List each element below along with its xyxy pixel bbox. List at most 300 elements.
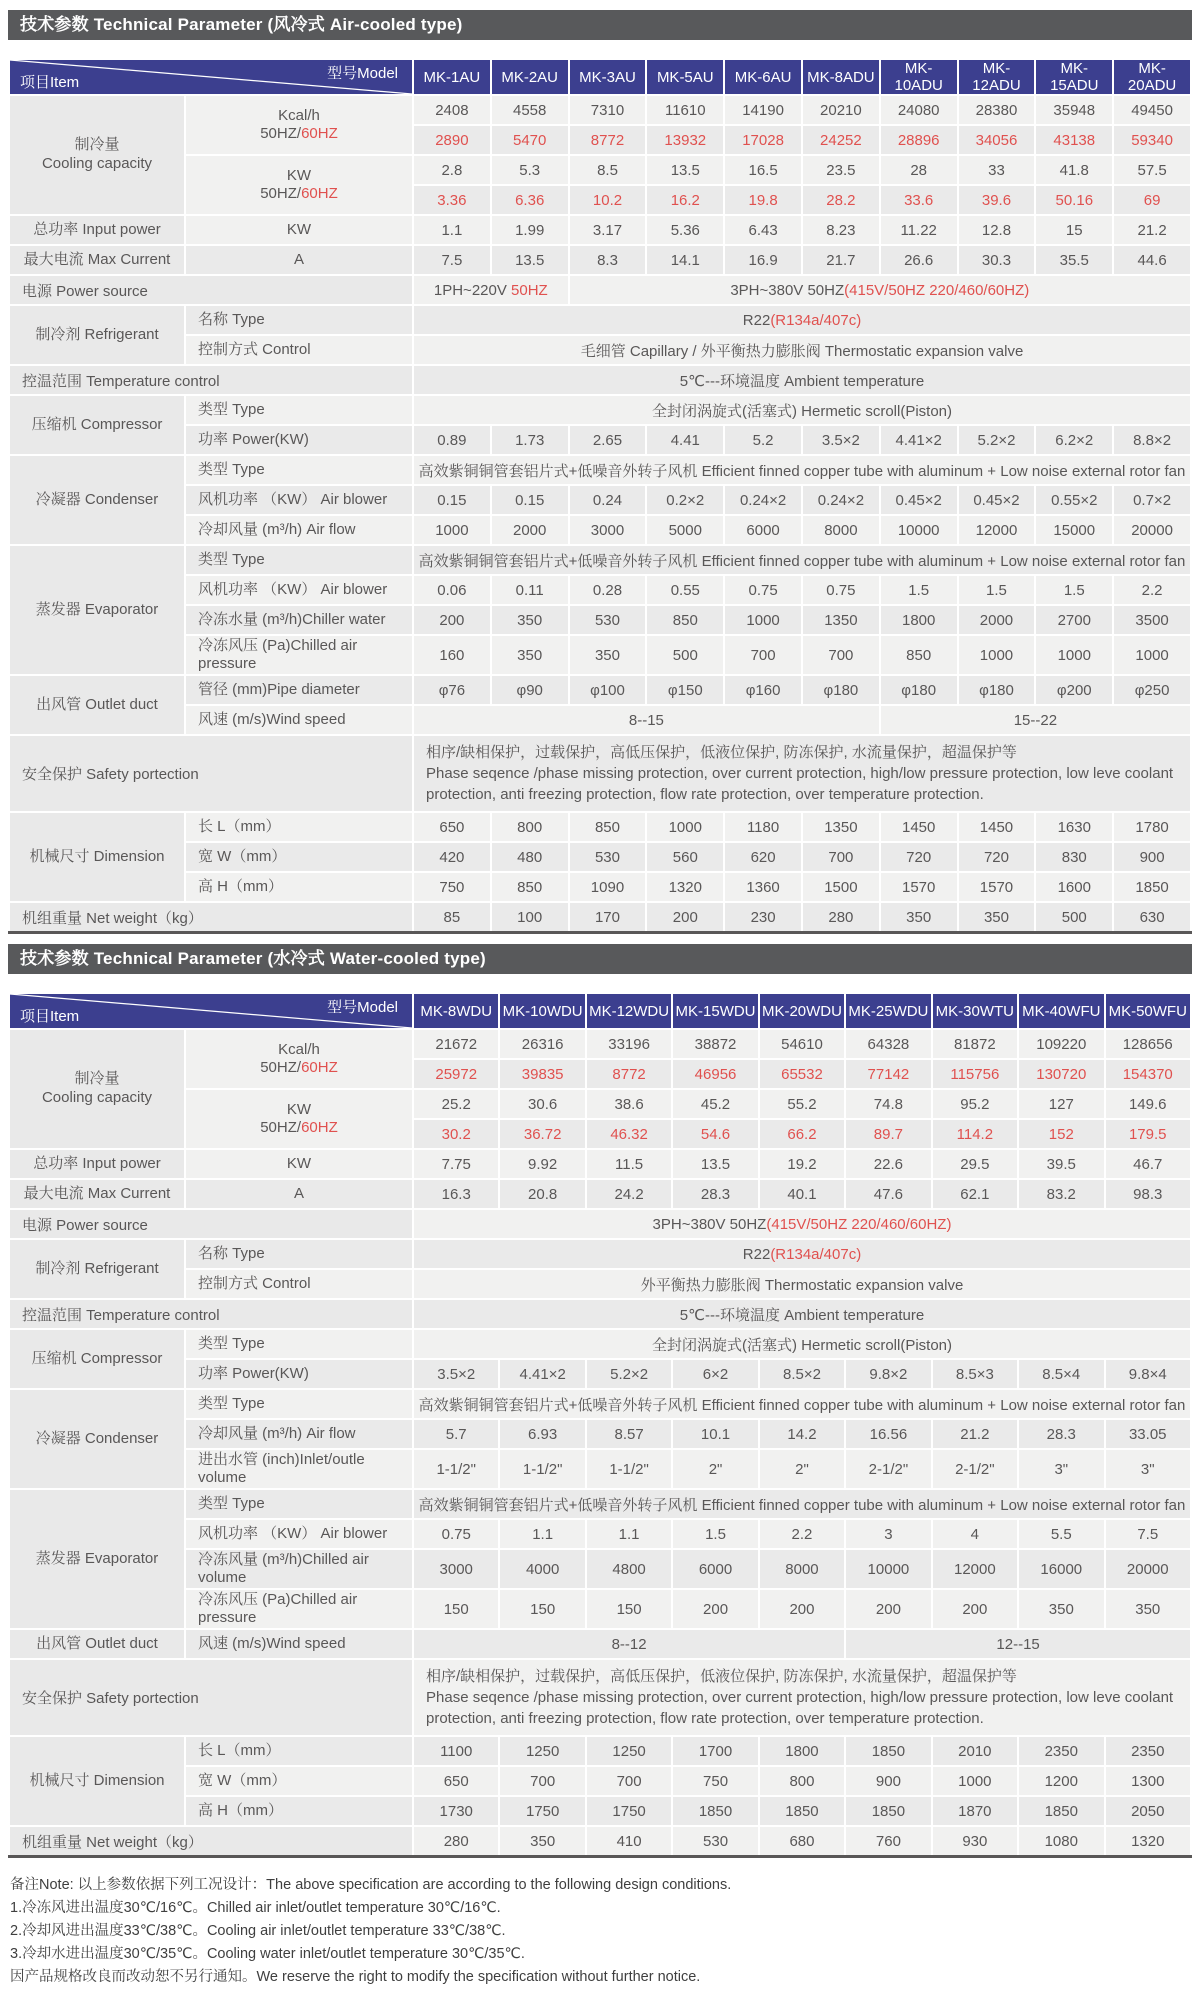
spec-cell: R22(R134a/407c) — [413, 305, 1191, 335]
spec-cell: 21.2 — [932, 1419, 1018, 1449]
row-sub-label: A — [185, 1179, 413, 1209]
spec-cell: 10.1 — [672, 1419, 758, 1449]
spec-cell: 150 — [586, 1589, 672, 1629]
spec-cell: 480 — [491, 842, 569, 872]
spec-cell: 4000 — [499, 1549, 585, 1589]
row-group-label: 制冷量 Cooling capacity — [9, 1029, 185, 1149]
spec-cell: 9.8×4 — [1105, 1359, 1192, 1389]
spec-cell: 25972 — [413, 1059, 499, 1089]
spec-cell: 14.2 — [759, 1419, 845, 1449]
item-model-header — [9, 59, 413, 95]
spec-cell: 8.5×2 — [759, 1359, 845, 1389]
spec-cell: 1730 — [413, 1796, 499, 1826]
spec-cell: 1000 — [646, 812, 724, 842]
spec-cell: 47.6 — [845, 1179, 931, 1209]
spec-cell: 530 — [569, 842, 647, 872]
row-sub-label: 风速 (m/s)Wind speed — [185, 705, 413, 735]
row-group-label: 冷凝器 Condenser — [9, 1389, 185, 1489]
spec-cell: 115756 — [932, 1059, 1018, 1089]
spec-cell: 1000 — [958, 635, 1036, 675]
spec-cell: 45.2 — [672, 1089, 758, 1119]
spec-cell: 720 — [958, 842, 1036, 872]
spec-cell: φ250 — [1113, 675, 1191, 705]
spec-cell: 5.36 — [646, 215, 724, 245]
spec-cell: 30.2 — [413, 1119, 499, 1149]
spec-cell: 23.5 — [802, 155, 880, 185]
spec-cell: 12.8 — [958, 215, 1036, 245]
spec-cell: 20.8 — [499, 1179, 585, 1209]
row-sub-label: 控制方式 Control — [185, 1269, 413, 1299]
spec-cell: 24252 — [802, 125, 880, 155]
row-label: 控温范围 Temperature control — [9, 1299, 413, 1329]
spec-cell: 0.89 — [413, 425, 491, 455]
model-header: MK-20ADU — [1113, 59, 1191, 95]
spec-cell: 1000 — [1035, 635, 1113, 675]
spec-cell: 900 — [1113, 842, 1191, 872]
spec-cell: 8.8×2 — [1113, 425, 1191, 455]
spec-cell: 0.55 — [646, 575, 724, 605]
row-label: 安全保护 Safety portection — [9, 1659, 413, 1736]
spec-cell: 1100 — [413, 1736, 499, 1766]
spec-cell: 33196 — [586, 1029, 672, 1059]
spec-cell: 1850 — [1018, 1796, 1104, 1826]
spec-cell: 6×2 — [672, 1359, 758, 1389]
row-sub-label: KW — [185, 1149, 413, 1179]
spec-cell: 109220 — [1018, 1029, 1104, 1059]
spec-cell: 30.3 — [958, 245, 1036, 275]
row-label: 电源 Power source — [9, 275, 413, 305]
spec-cell: 1630 — [1035, 812, 1113, 842]
spec-cell: 8.3 — [569, 245, 647, 275]
spec-cell: 2700 — [1035, 605, 1113, 635]
model-header: MK-20WDU — [759, 993, 845, 1029]
spec-cell: 530 — [672, 1826, 758, 1857]
row-group-label: 压缩机 Compressor — [9, 1329, 185, 1389]
air-cooled-section — [8, 10, 1192, 934]
spec-cell: 150 — [499, 1589, 585, 1629]
spec-cell: 127 — [1018, 1089, 1104, 1119]
spec-cell: 0.11 — [491, 575, 569, 605]
spec-cell: 12000 — [932, 1549, 1018, 1589]
spec-cell: φ180 — [802, 675, 880, 705]
spec-cell: 1700 — [672, 1736, 758, 1766]
spec-cell: 4.41×2 — [880, 425, 958, 455]
row-group-label: 冷凝器 Condenser — [9, 455, 185, 545]
spec-cell: 1-1/2" — [499, 1449, 585, 1489]
spec-cell: 3000 — [413, 1549, 499, 1589]
spec-cell: 16.3 — [413, 1179, 499, 1209]
spec-cell: 1450 — [958, 812, 1036, 842]
row-sub-label: 高 H（mm） — [185, 872, 413, 902]
spec-cell: 5.2×2 — [958, 425, 1036, 455]
spec-cell: 1PH~220V 50HZ — [413, 275, 569, 305]
spec-cell: 1000 — [413, 515, 491, 545]
spec-cell: 5.2×2 — [586, 1359, 672, 1389]
row-sub-label: 风机功率 （KW） Air blower — [185, 575, 413, 605]
spec-cell: 630 — [1113, 902, 1191, 933]
spec-cell: 160 — [413, 635, 491, 675]
water-cooled-section — [8, 944, 1192, 1858]
spec-cell: 700 — [724, 635, 802, 675]
spec-cell: 8.5×4 — [1018, 1359, 1104, 1389]
spec-cell: 650 — [413, 1766, 499, 1796]
spec-cell: 2350 — [1018, 1736, 1104, 1766]
spec-cell: 38.6 — [586, 1089, 672, 1119]
spec-cell: 1780 — [1113, 812, 1191, 842]
spec-cell: 5.3 — [491, 155, 569, 185]
spec-cell: 54610 — [759, 1029, 845, 1059]
spec-cell: 1850 — [1113, 872, 1191, 902]
spec-cell: 21.7 — [802, 245, 880, 275]
spec-cell: 1250 — [586, 1736, 672, 1766]
spec-cell: 3" — [1018, 1449, 1104, 1489]
spec-cell: 1570 — [958, 872, 1036, 902]
row-sub-label: 宽 W（mm） — [185, 842, 413, 872]
spec-cell: 280 — [413, 1826, 499, 1857]
row-sub-label: 风机功率 （KW） Air blower — [185, 485, 413, 515]
row-sub-label: 名称 Type — [185, 1239, 413, 1269]
spec-cell: 1850 — [759, 1796, 845, 1826]
spec-cell: 20000 — [1113, 515, 1191, 545]
row-sub-label: KW — [185, 215, 413, 245]
spec-cell: 500 — [1035, 902, 1113, 933]
spec-cell: 69 — [1113, 185, 1191, 215]
spec-cell: 4800 — [586, 1549, 672, 1589]
model-header: MK-40WFU — [1018, 993, 1104, 1029]
spec-cell: 149.6 — [1105, 1089, 1192, 1119]
spec-cell: 2" — [672, 1449, 758, 1489]
spec-cell: 11610 — [646, 95, 724, 125]
row-sub-label: 风速 (m/s)Wind speed — [185, 1629, 413, 1659]
spec-cell: 24080 — [880, 95, 958, 125]
spec-cell: 900 — [845, 1766, 931, 1796]
row-label: 安全保护 Safety portection — [9, 735, 413, 812]
spec-cell: 6.93 — [499, 1419, 585, 1449]
section-title-water-cooled: 技术参数 Technical Parameter (水冷式 Water-cooled type) — [8, 944, 1192, 974]
spec-cell: 5℃---环境温度 Ambient temperature — [413, 365, 1191, 395]
spec-cell: 1.5 — [958, 575, 1036, 605]
spec-cell: 21.2 — [1113, 215, 1191, 245]
model-axis-label: 型号Model — [327, 999, 398, 1016]
spec-cell: 6000 — [672, 1549, 758, 1589]
row-group-label: 制冷剂 Refrigerant — [9, 305, 185, 365]
model-header: MK-30WTU — [932, 993, 1018, 1029]
spec-cell: R22(R134a/407c) — [413, 1239, 1191, 1269]
spec-cell: 0.75 — [413, 1519, 499, 1549]
spec-cell: 750 — [413, 872, 491, 902]
spec-cell: 24.2 — [586, 1179, 672, 1209]
spec-cell: 14.1 — [646, 245, 724, 275]
row-group-label: 蒸发器 Evaporator — [9, 545, 185, 675]
spec-cell: 28.3 — [672, 1179, 758, 1209]
spec-cell: 2-1/2" — [932, 1449, 1018, 1489]
spec-cell: 28380 — [958, 95, 1036, 125]
spec-cell: 1350 — [802, 605, 880, 635]
spec-cell: 81872 — [932, 1029, 1018, 1059]
spec-cell: 830 — [1035, 842, 1113, 872]
spec-cell: 1.5 — [672, 1519, 758, 1549]
spec-cell: 420 — [413, 842, 491, 872]
row-sub-label: 功率 Power(KW) — [185, 1359, 413, 1389]
spec-cell: 8--15 — [413, 705, 880, 735]
spec-cell: 1350 — [802, 812, 880, 842]
spec-cell: 33 — [958, 155, 1036, 185]
spec-cell: 3500 — [1113, 605, 1191, 635]
spec-cell: 560 — [646, 842, 724, 872]
spec-cell: 7310 — [569, 95, 647, 125]
spec-cell: 95.2 — [932, 1089, 1018, 1119]
spec-cell: 4558 — [491, 95, 569, 125]
row-sub-label: Kcal/h 50HZ/60HZ — [185, 95, 413, 155]
spec-cell: 5000 — [646, 515, 724, 545]
row-group-label: 机械尺寸 Dimension — [9, 812, 185, 902]
spec-cell: 1320 — [1105, 1826, 1192, 1857]
spec-cell: 1-1/2" — [586, 1449, 672, 1489]
spec-cell: 1000 — [724, 605, 802, 635]
row-group-label: 最大电流 Max Current — [9, 245, 185, 275]
spec-cell: 25.2 — [413, 1089, 499, 1119]
spec-cell: 11.5 — [586, 1149, 672, 1179]
spec-cell: 1.1 — [413, 215, 491, 245]
row-sub-label: 风机功率 （KW） Air blower — [185, 1519, 413, 1549]
spec-cell: 8.57 — [586, 1419, 672, 1449]
spec-cell: 850 — [646, 605, 724, 635]
spec-cell: 230 — [724, 902, 802, 933]
spec-cell: 8772 — [586, 1059, 672, 1089]
spec-cell: 2890 — [413, 125, 491, 155]
spec-cell: 3" — [1105, 1449, 1192, 1489]
spec-cell: 5.2 — [724, 425, 802, 455]
spec-cell: 0.75 — [724, 575, 802, 605]
model-header: MK-2AU — [491, 59, 569, 95]
model-axis-label: 型号Model — [327, 65, 398, 82]
note-line: 2.冷却风进出温度33℃/38℃。Cooling air inlet/outlet temperature 33℃/38℃. — [10, 1923, 506, 1939]
spec-cell: 350 — [491, 605, 569, 635]
spec-cell: 5.5 — [1018, 1519, 1104, 1549]
row-sub-label: 长 L（mm） — [185, 812, 413, 842]
spec-cell: 毛细管 Capillary / 外平衡热力膨胀阀 Thermostatic expansion valve — [413, 335, 1191, 365]
spec-cell: 350 — [880, 902, 958, 933]
spec-cell: 1850 — [672, 1796, 758, 1826]
spec-cell: 8--12 — [413, 1629, 845, 1659]
spec-cell: 5℃---环境温度 Ambient temperature — [413, 1299, 1191, 1329]
spec-cell: 33.6 — [880, 185, 958, 215]
spec-cell: 0.2×2 — [646, 485, 724, 515]
spec-cell: 154370 — [1105, 1059, 1192, 1089]
spec-cell: 39.6 — [958, 185, 1036, 215]
spec-cell: 44.6 — [1113, 245, 1191, 275]
spec-cell: 6000 — [724, 515, 802, 545]
row-sub-label: KW 50HZ/60HZ — [185, 155, 413, 215]
spec-cell: 0.28 — [569, 575, 647, 605]
spec-cell: 280 — [802, 902, 880, 933]
row-sub-label: 功率 Power(KW) — [185, 425, 413, 455]
spec-cell: 74.8 — [845, 1089, 931, 1119]
spec-cell: 高效紫铜铜管套铝片式+低噪音外转子风机 Efficient finned copper tube with aluminum + Low noise external rotor fan — [413, 545, 1191, 575]
spec-cell: 0.15 — [413, 485, 491, 515]
spec-cell: 12000 — [958, 515, 1036, 545]
spec-cell: 3000 — [569, 515, 647, 545]
spec-cell: 0.24×2 — [802, 485, 880, 515]
row-group-label: 最大电流 Max Current — [9, 1179, 185, 1209]
spec-cell: 2.2 — [759, 1519, 845, 1549]
spec-cell: 8772 — [569, 125, 647, 155]
spec-cell: 3 — [845, 1519, 931, 1549]
row-group-label: 制冷量 Cooling capacity — [9, 95, 185, 215]
spec-cell: 高效紫铜铜管套铝片式+低噪音外转子风机 Efficient finned copper tube with aluminum + Low noise external rotor fan — [413, 1489, 1191, 1519]
spec-cell: 114.2 — [932, 1119, 1018, 1149]
spec-cell: 1800 — [759, 1736, 845, 1766]
row-sub-label: 类型 Type — [185, 545, 413, 575]
note-line: 因产品规格改良而改动恕不另行通知。We reserve the right to modify the specification without further notice. — [10, 1969, 701, 1985]
spec-cell: 38872 — [672, 1029, 758, 1059]
spec-cell: 800 — [759, 1766, 845, 1796]
row-sub-label: Kcal/h 50HZ/60HZ — [185, 1029, 413, 1089]
spec-cell: 1.5 — [880, 575, 958, 605]
spec-cell: 0.06 — [413, 575, 491, 605]
spec-cell: 15000 — [1035, 515, 1113, 545]
spec-cell: 3.36 — [413, 185, 491, 215]
spec-cell: 34056 — [958, 125, 1036, 155]
row-sub-label: 名称 Type — [185, 305, 413, 335]
model-header: MK-1AU — [413, 59, 491, 95]
spec-cell: 1500 — [802, 872, 880, 902]
spec-cell: 1800 — [880, 605, 958, 635]
spec-cell: φ100 — [569, 675, 647, 705]
spec-cell: φ150 — [646, 675, 724, 705]
spec-cell: 2.65 — [569, 425, 647, 455]
spec-cell: 8000 — [759, 1549, 845, 1589]
row-group-label: 机械尺寸 Dimension — [9, 1736, 185, 1826]
spec-cell: 外平衡热力膨胀阀 Thermostatic expansion valve — [413, 1269, 1191, 1299]
row-sub-label: 冷冻风量 (m³/h)Chilled air volume — [185, 1549, 413, 1589]
spec-cell: 1.5 — [1035, 575, 1113, 605]
row-group-label: 蒸发器 Evaporator — [9, 1489, 185, 1629]
spec-cell: 2350 — [1105, 1736, 1192, 1766]
spec-cell: 13.5 — [672, 1149, 758, 1179]
spec-cell: 50.16 — [1035, 185, 1113, 215]
spec-cell: 350 — [1018, 1589, 1104, 1629]
spec-cell: 9.8×2 — [845, 1359, 931, 1389]
spec-cell: 20000 — [1105, 1549, 1192, 1589]
model-header: MK-8ADU — [802, 59, 880, 95]
spec-cell: 6.43 — [724, 215, 802, 245]
spec-cell: 170 — [569, 902, 647, 933]
spec-cell: 相序/缺相保护，过载保护，高低压保护，低液位保护, 防冻保护, 水流量保护，超温保护等 Phase seqence /phase missing protection, over current protection, high/low pressure protection, low leve coolant protection, anti freezing protection, flow rate protection, over temperature protection. — [413, 1659, 1191, 1736]
spec-cell: 2050 — [1105, 1796, 1192, 1826]
spec-cell: 9.92 — [499, 1149, 585, 1179]
water-cooled-spec-table — [8, 992, 1192, 1858]
spec-cell: 930 — [932, 1826, 1018, 1857]
row-label: 控温范围 Temperature control — [9, 365, 413, 395]
spec-cell: 85 — [413, 902, 491, 933]
spec-cell: 1000 — [932, 1766, 1018, 1796]
spec-cell: 6.2×2 — [1035, 425, 1113, 455]
spec-cell: 12--15 — [845, 1629, 1191, 1659]
spec-cell: 1080 — [1018, 1826, 1104, 1857]
spec-cell: 16000 — [1018, 1549, 1104, 1589]
spec-cell: 750 — [672, 1766, 758, 1796]
row-group-label: 制冷剂 Refrigerant — [9, 1239, 185, 1299]
spec-cell: 8.5×3 — [932, 1359, 1018, 1389]
spec-cell: 700 — [802, 635, 880, 675]
spec-cell: 28.2 — [802, 185, 880, 215]
spec-cell: 150 — [413, 1589, 499, 1629]
spec-cell: 77142 — [845, 1059, 931, 1089]
spec-cell: 350 — [1105, 1589, 1192, 1629]
spec-cell: 11.22 — [880, 215, 958, 245]
spec-cell: 10000 — [880, 515, 958, 545]
spec-cell: 40.1 — [759, 1179, 845, 1209]
model-header: MK-50WFU — [1105, 993, 1192, 1029]
row-group-label: 出风管 Outlet duct — [9, 1629, 185, 1659]
spec-cell: 4.41 — [646, 425, 724, 455]
spec-cell: 3.17 — [569, 215, 647, 245]
spec-cell: 3PH~380V 50HZ(415V/50HZ 220/460/60HZ) — [569, 275, 1191, 305]
spec-cell: 8.23 — [802, 215, 880, 245]
row-sub-label: 冷却风量 (m³/h) Air flow — [185, 1419, 413, 1449]
spec-cell: 130720 — [1018, 1059, 1104, 1089]
row-group-label: 压缩机 Compressor — [9, 395, 185, 455]
spec-cell: 1750 — [586, 1796, 672, 1826]
row-sub-label: A — [185, 245, 413, 275]
row-sub-label: 宽 W（mm） — [185, 1766, 413, 1796]
spec-cell: 200 — [672, 1589, 758, 1629]
spec-cell: 128656 — [1105, 1029, 1192, 1059]
row-sub-label: 类型 Type — [185, 1389, 413, 1419]
spec-cell: 2.8 — [413, 155, 491, 185]
spec-cell: φ180 — [958, 675, 1036, 705]
spec-cell: 5470 — [491, 125, 569, 155]
spec-cell: 43138 — [1035, 125, 1113, 155]
spec-cell: 66.2 — [759, 1119, 845, 1149]
spec-cell: 64328 — [845, 1029, 931, 1059]
spec-cell: 98.3 — [1105, 1179, 1192, 1209]
spec-cell: φ76 — [413, 675, 491, 705]
spec-cell: 7.75 — [413, 1149, 499, 1179]
item-axis-label: 项目Item — [20, 74, 80, 91]
spec-cell: 200 — [932, 1589, 1018, 1629]
spec-cell: φ160 — [724, 675, 802, 705]
spec-cell: 3.5×2 — [413, 1359, 499, 1389]
spec-cell: 4.41×2 — [499, 1359, 585, 1389]
spec-cell: 1850 — [845, 1796, 931, 1826]
spec-cell: 8.5 — [569, 155, 647, 185]
spec-cell: 850 — [569, 812, 647, 842]
spec-cell: 36.72 — [499, 1119, 585, 1149]
spec-cell: 16.9 — [724, 245, 802, 275]
spec-cell: 152 — [1018, 1119, 1104, 1149]
spec-cell: 0.45×2 — [958, 485, 1036, 515]
model-header: MK-15WDU — [672, 993, 758, 1029]
spec-cell: 28 — [880, 155, 958, 185]
model-header: MK-25WDU — [845, 993, 931, 1029]
spec-cell: φ180 — [880, 675, 958, 705]
spec-cell: φ90 — [491, 675, 569, 705]
spec-cell: 850 — [491, 872, 569, 902]
spec-cell: 41.8 — [1035, 155, 1113, 185]
spec-cell: 1320 — [646, 872, 724, 902]
spec-cell: 8000 — [802, 515, 880, 545]
spec-cell: 39.5 — [1018, 1149, 1104, 1179]
spec-cell: 410 — [586, 1826, 672, 1857]
footnotes — [10, 1874, 1190, 1989]
spec-cell: 2" — [759, 1449, 845, 1489]
spec-cell: 1180 — [724, 812, 802, 842]
spec-cell: 5.7 — [413, 1419, 499, 1449]
spec-cell: 83.2 — [1018, 1179, 1104, 1209]
spec-cell: 0.75 — [802, 575, 880, 605]
